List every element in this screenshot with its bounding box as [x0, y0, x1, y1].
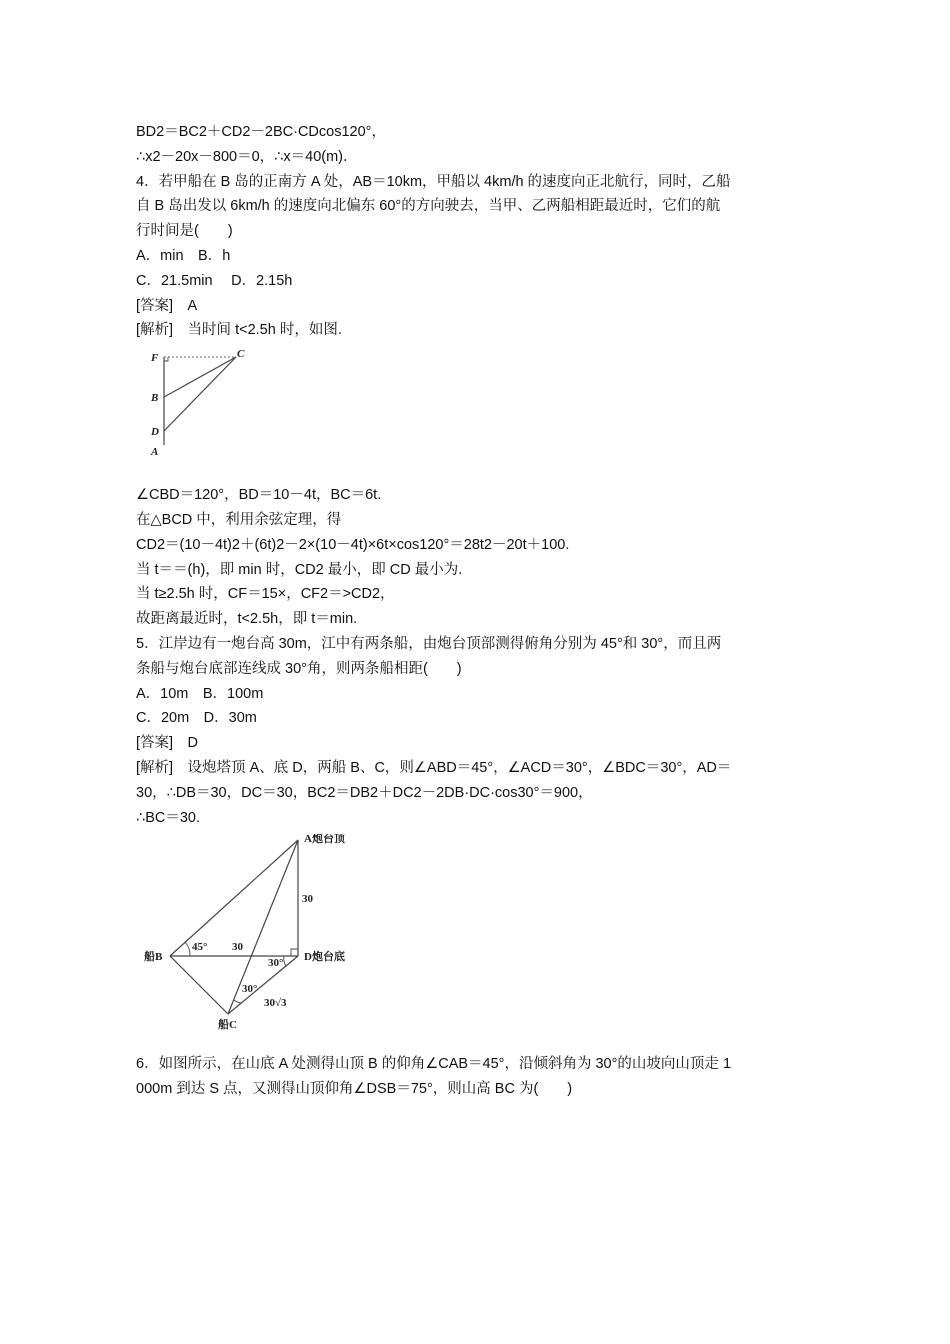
label-c: C	[237, 348, 245, 361]
text-line: BD2＝BC2＋CD2－2BC·CDcos120°，	[136, 124, 386, 140]
label-b: B	[151, 392, 159, 405]
label-bd: 30	[232, 941, 243, 954]
question-5-options: C．20m D．30m	[136, 710, 257, 727]
question-4-options: A．min B．h	[136, 247, 231, 264]
figure-triangle-bcd	[136, 343, 256, 483]
angle-arc-30-d	[284, 956, 286, 966]
document-page	[136, 120, 818, 1102]
right-angle-mark	[291, 949, 298, 956]
line-cd	[228, 956, 298, 1014]
solution-step: ∠CBD＝120°，BD＝10－4t，BC＝6t.	[136, 487, 382, 504]
line-dc	[164, 357, 236, 431]
question-5-text: 5．江岸边有一炮台高 30m，江中有两条船，由炮台顶部测得俯角分别为 45°和 30°，而且两	[136, 635, 722, 652]
question-4-answer: [答案] A	[136, 297, 198, 314]
line-bc	[170, 956, 228, 1014]
question-4-options: C．21.5min D．2.15h	[136, 272, 293, 289]
label-d: D	[151, 426, 159, 439]
text-line: ∴x2－20x－800＝0，∴x＝40(m)．	[136, 148, 358, 165]
solution-step: CD2＝(10－4t)2＋(6t)2－2×(10－4t)×6t×cos120°＝28t2－20t＋100.	[136, 536, 570, 553]
question-6-text: 6．如图所示，在山底 A 处测得山顶 B 的仰角∠CAB＝45°，沿倾斜角为 30°的山坡向山顶走 1	[136, 1056, 732, 1073]
solution-step: 在△BCD 中，利用余弦定理，得	[136, 511, 342, 528]
solution-step: 当 t＝＝(h)，即 min 时，CD2 最小，即 CD 最小为.	[136, 561, 463, 578]
right-angle-mark	[164, 357, 168, 361]
question-5-text: 条船与炮台底部连线成 30°角，则两条船相距( )	[136, 660, 462, 677]
label-f: F	[151, 352, 159, 365]
label-angle-45: 45°	[192, 941, 208, 954]
question-4-text: 自 B 岛出发以 6km/h 的速度向北偏东 60°的方向驶去，当甲、乙两船相距最近时，它们的航	[136, 198, 721, 215]
label-a-tower-top: A炮台顶	[304, 834, 345, 846]
question-6-text: 000m 到达 S 点，又测得山顶仰角∠DSB＝75°，则山高 BC 为( )	[136, 1081, 573, 1098]
label-boat-b: 船B	[144, 951, 163, 964]
label-boat-c: 船C	[218, 1019, 237, 1031]
line-ac	[228, 840, 298, 1014]
question-5-solution: ∴BC＝30.	[136, 809, 201, 826]
line-bc	[164, 357, 236, 397]
figure-cannon-tower	[136, 834, 376, 1030]
question-5-answer: [答案] D	[136, 735, 199, 752]
question-4-text: 4．若甲船在 B 岛的正南方 A 处，AB＝10km，甲船以 4km/h 的速度向正北航行，同时，乙船	[136, 173, 731, 190]
angle-arc-30-c	[234, 1000, 241, 1003]
solution-step: 故距离最近时，t<2.5h，即 t＝min.	[136, 611, 358, 628]
solution-step: 当 t≥2.5h 时，CF＝15×，CF2＝>CD2，	[136, 586, 395, 603]
question-5-solution: [解析] 设炮塔顶 A、底 D，两船 B、C，则∠ABD＝45°，∠ACD＝30°，∠BDC＝30°，AD＝	[136, 759, 732, 776]
question-5-options: A．10m B．100m	[136, 685, 264, 702]
label-angle-30-c: 30°	[242, 983, 258, 996]
label-d-tower-base: D炮台底	[304, 951, 345, 964]
label-a: A	[151, 446, 159, 459]
label-dc: 30√3	[264, 997, 287, 1010]
label-height: 30	[302, 893, 313, 906]
line-ab	[170, 840, 298, 956]
question-4-text: 行时间是( )	[136, 223, 233, 240]
question-4-solution: [解析] 当时间 t<2.5h 时，如图.	[136, 322, 342, 339]
label-angle-30-d: 30°	[268, 957, 284, 970]
question-5-solution: 30，∴DB＝30，DC＝30，BC2＝DB2＋DC2－2DB·DC·cos30°＝900，	[136, 784, 593, 801]
angle-arc-45	[185, 942, 190, 956]
